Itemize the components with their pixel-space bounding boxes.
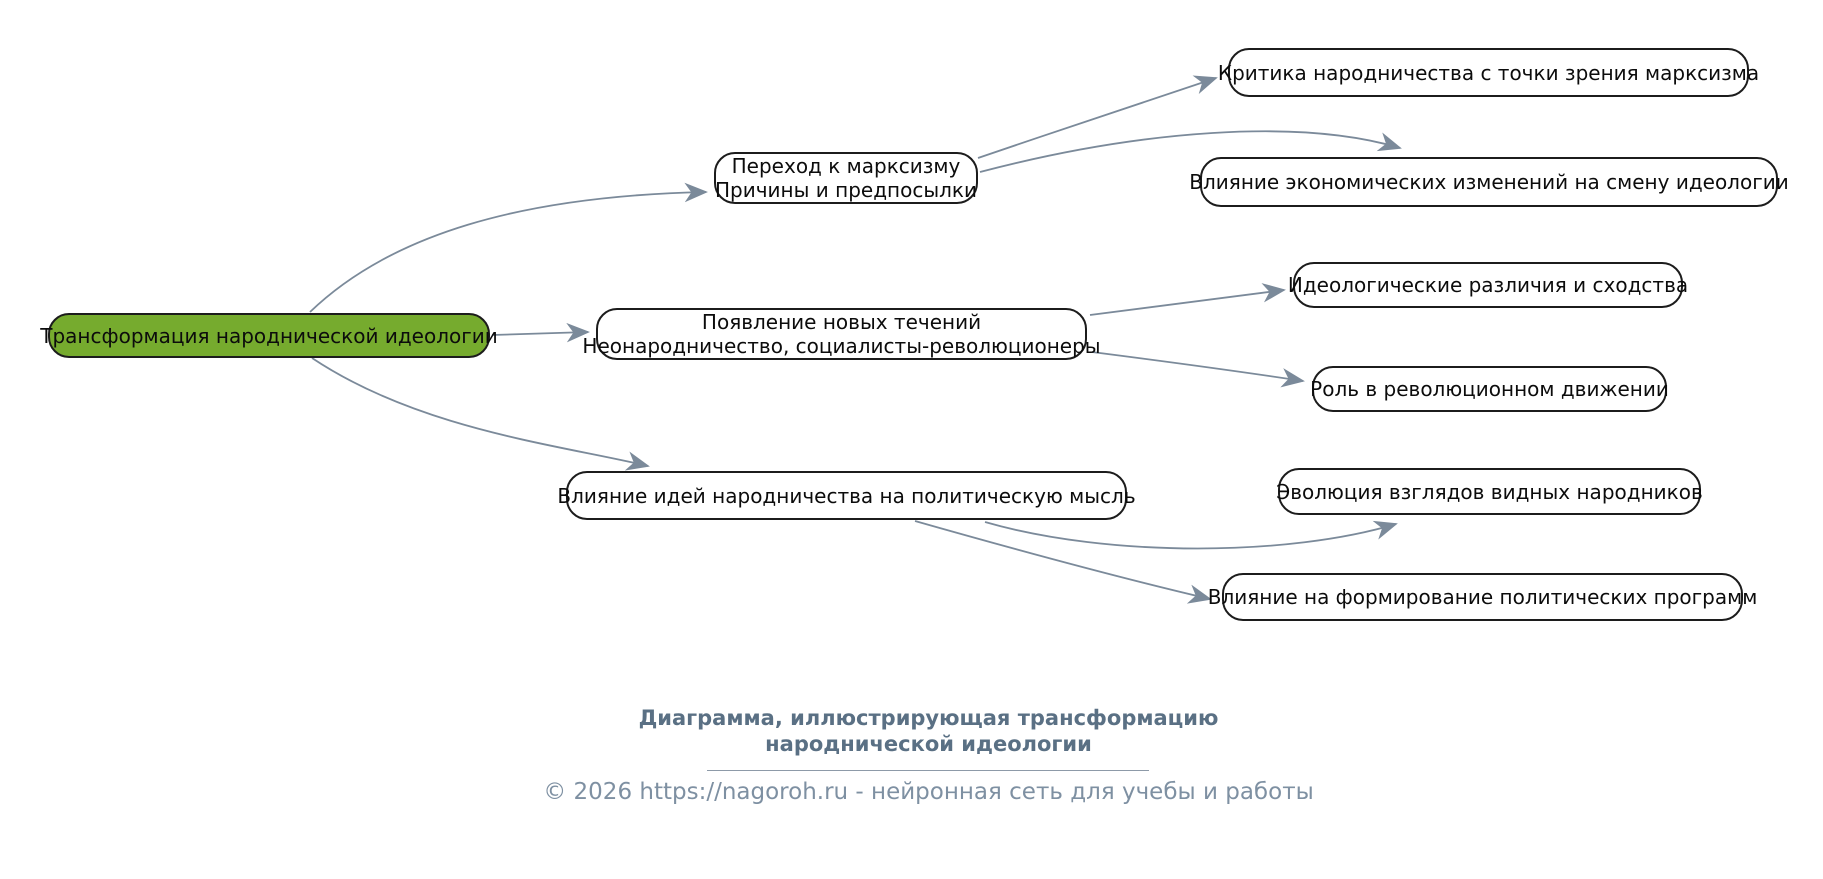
leaf-node-label: Влияние экономических изменений на смену идеологии xyxy=(1189,170,1789,194)
leaf-node-label: Критика народничества с точки зрения марксизма xyxy=(1217,60,1760,85)
edge-influence-to-evolution xyxy=(985,522,1396,549)
leaf-node-role-in-revolution xyxy=(1312,366,1667,412)
edge-root-to-new-currents xyxy=(492,332,588,335)
branch-node-label: Появление новых течений xyxy=(701,310,982,334)
caption-line-2: народнической идеологии xyxy=(765,732,1092,756)
edge-root-to-influence xyxy=(312,358,648,466)
root-node xyxy=(40,313,498,358)
root-node-label: Трансформация народнической идеологии xyxy=(40,323,498,348)
branch-node-label: Переход к марксизму xyxy=(731,154,961,178)
leaf-node-label: Идеологические различия и сходства xyxy=(1287,273,1689,297)
edge-currents-to-differences xyxy=(1090,290,1284,315)
caption-line-1: Диаграмма, иллюстрирующая трансформацию xyxy=(638,706,1219,730)
leaf-node-label: Эволюция взглядов видных народников xyxy=(1276,479,1703,504)
leaf-node-views-evolution xyxy=(1278,468,1701,515)
leaf-node-critique-of-narodism xyxy=(1217,48,1760,97)
edge-root-to-marxism xyxy=(310,192,706,312)
leaf-node-ideological-differences xyxy=(1287,262,1689,308)
branch-node-label: Влияние идей народничества на политическую мысль xyxy=(557,483,1136,508)
leaf-node-political-programs xyxy=(1207,573,1758,621)
copyright-text: © 2026 https://nagoroh.ru - нейронная сеть для учебы и работы xyxy=(543,779,1314,805)
branch-node-new-currents xyxy=(582,308,1101,360)
diagram-caption xyxy=(543,705,1314,757)
edge-influence-to-programs xyxy=(915,521,1210,599)
branch-node-transition-to-marxism xyxy=(714,152,978,204)
diagram-footer xyxy=(0,705,1823,805)
leaf-node-label: Влияние на формирование политических программ xyxy=(1207,585,1758,609)
leaf-node-economic-changes xyxy=(1189,157,1789,207)
edge-currents-to-role xyxy=(1092,352,1303,381)
leaf-node-label: Роль в революционном движении xyxy=(1310,377,1669,401)
branch-node-sublabel: Причины и предпосылки xyxy=(715,178,977,202)
branch-node-influence-on-thought xyxy=(557,471,1136,520)
footer-divider xyxy=(707,770,1149,771)
branch-node-sublabel: Неонародничество, социалисты-революционеры xyxy=(582,334,1101,358)
